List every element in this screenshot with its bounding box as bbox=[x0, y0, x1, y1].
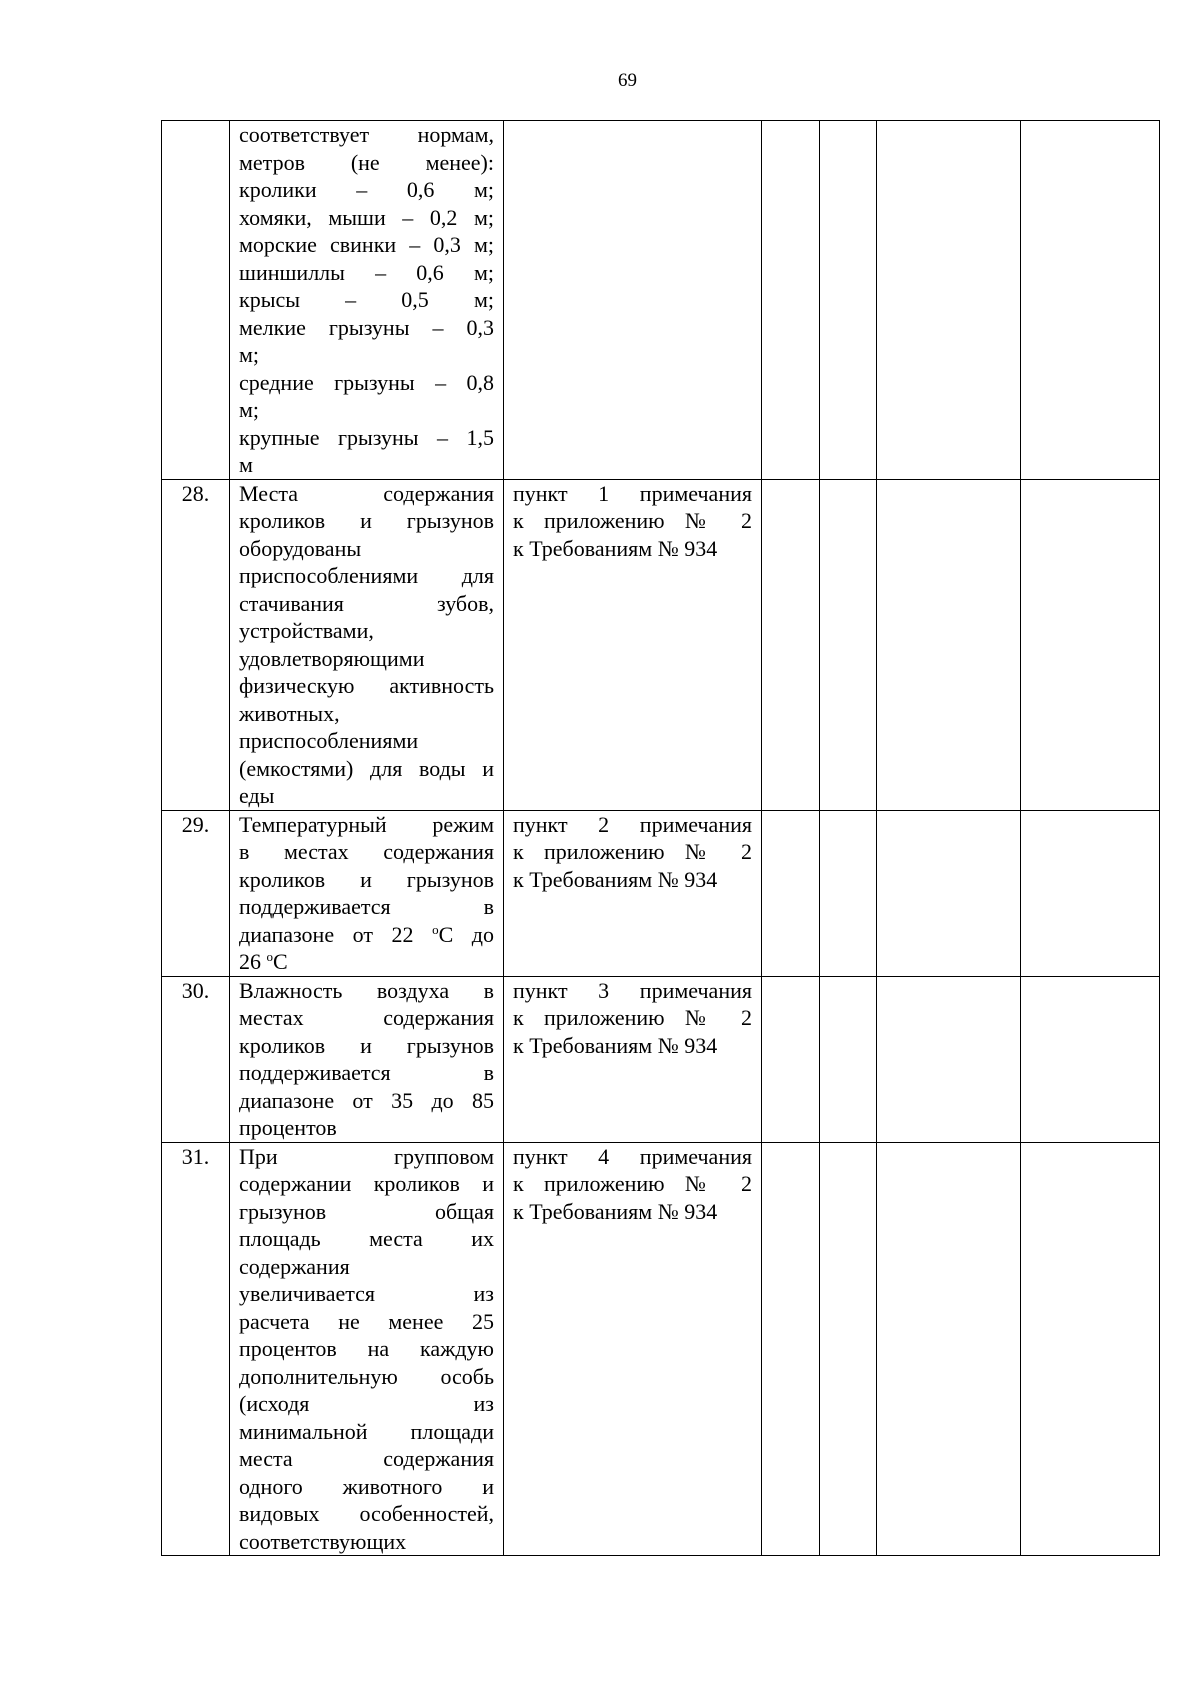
requirement-line: кроликов и грызунов bbox=[239, 866, 494, 892]
reference-cell bbox=[504, 121, 762, 480]
requirement-line: Влажность воздуха в bbox=[239, 977, 494, 1003]
empty-cell bbox=[762, 976, 820, 1142]
reference-line: к приложению № 2 bbox=[513, 1005, 752, 1030]
reference-line: пункт 3 примечания bbox=[513, 977, 752, 1003]
requirement-line: процентов bbox=[239, 1115, 337, 1140]
empty-cell bbox=[820, 810, 877, 976]
requirement-line: удовлетворяющими bbox=[239, 645, 425, 671]
requirement-line: 26 $^о$С bbox=[239, 949, 288, 974]
empty-cell bbox=[762, 810, 820, 976]
requirement-line: метров (не менее): bbox=[239, 149, 494, 175]
requirement-line: площадь места их bbox=[239, 1226, 494, 1251]
requirement-line: соответствующих bbox=[239, 1528, 407, 1554]
requirement-cell bbox=[230, 479, 504, 810]
requirement-line: содержания bbox=[239, 1253, 350, 1279]
reference-line: к Требованиям № 934 bbox=[513, 1198, 718, 1224]
requirement-line: приспособлениями bbox=[239, 728, 419, 753]
requirement-cell bbox=[230, 1142, 504, 1556]
requirement-line: содержании кроликов и bbox=[239, 1171, 494, 1196]
empty-cell bbox=[1021, 121, 1160, 480]
empty-cell bbox=[877, 1142, 1021, 1556]
reference-line: к приложению № 2 bbox=[513, 508, 752, 533]
empty-cell bbox=[762, 121, 820, 480]
empty-cell bbox=[877, 121, 1021, 480]
requirement-line: средние грызуны – 0,8 bbox=[239, 369, 494, 395]
requirement-cell bbox=[230, 810, 504, 976]
empty-cell bbox=[1021, 810, 1160, 976]
requirement-line: м bbox=[239, 452, 253, 477]
requirement-line: диапазоне от 35 до 85 bbox=[239, 1087, 494, 1113]
empty-cell bbox=[877, 479, 1021, 810]
requirement-line: устройствами, bbox=[239, 618, 374, 643]
table-row bbox=[162, 810, 1160, 976]
checklist-table bbox=[161, 120, 1160, 1556]
reference-line: к Требованиям № 934 bbox=[513, 535, 718, 561]
requirement-cell bbox=[230, 976, 504, 1142]
requirement-line: грызунов общая bbox=[239, 1198, 494, 1224]
requirement-line: увеличивается из bbox=[239, 1281, 494, 1306]
requirement-line: хомяки, мыши – 0,2 м; bbox=[239, 204, 494, 230]
requirement-line: дополнительную особь bbox=[239, 1363, 494, 1389]
table-row bbox=[162, 1142, 1160, 1556]
requirement-line: Температурный режим bbox=[239, 811, 494, 837]
requirement-line: одного животного и bbox=[239, 1473, 494, 1499]
reference-line: к Требованиям № 934 bbox=[513, 1032, 718, 1058]
row-number-cell: 30. bbox=[162, 976, 230, 1142]
requirement-line: м; bbox=[239, 397, 260, 422]
empty-cell bbox=[762, 479, 820, 810]
row-number-cell: 29. bbox=[162, 810, 230, 976]
reference-line: к приложению № 2 bbox=[513, 839, 752, 864]
empty-cell bbox=[1021, 479, 1160, 810]
requirement-line: мелкие грызуны – 0,3 bbox=[239, 314, 494, 340]
reference-line: пункт 4 примечания bbox=[513, 1143, 752, 1169]
empty-cell bbox=[820, 479, 877, 810]
reference-cell bbox=[504, 1142, 762, 1556]
requirement-line: стачивания зубов, bbox=[239, 590, 494, 616]
requirement-line: диапазоне от 22 $^о$С до bbox=[239, 921, 494, 947]
requirement-line: шиншиллы – 0,6 м; bbox=[239, 259, 494, 285]
requirement-line: еды bbox=[239, 783, 275, 808]
table-row bbox=[162, 976, 1160, 1142]
requirement-line: кроликов и грызунов bbox=[239, 1032, 494, 1058]
requirement-cell bbox=[230, 121, 504, 480]
requirement-line: процентов на каждую bbox=[239, 1336, 494, 1361]
reference-line: к Требованиям № 934 bbox=[513, 866, 718, 892]
requirement-line: крысы – 0,5 м; bbox=[239, 287, 494, 312]
requirement-line: При групповом bbox=[239, 1143, 494, 1169]
requirement-line: (емкостями) для воды и bbox=[239, 755, 494, 781]
reference-line: пункт 1 примечания bbox=[513, 480, 752, 506]
requirement-line: минимальной площади bbox=[239, 1418, 494, 1444]
requirement-line: расчета не менее 25 bbox=[239, 1308, 494, 1334]
page-number: 69 bbox=[618, 70, 637, 91]
table-row bbox=[162, 121, 1160, 480]
reference-line: к приложению № 2 bbox=[513, 1171, 752, 1196]
requirement-line: (исходя из bbox=[239, 1391, 494, 1416]
requirement-line: местах содержания bbox=[239, 1005, 494, 1030]
requirement-line: кролики – 0,6 м; bbox=[239, 177, 494, 202]
requirement-line: поддерживается в bbox=[239, 894, 494, 919]
empty-cell bbox=[820, 1142, 877, 1556]
empty-cell bbox=[877, 976, 1021, 1142]
requirement-line: соответствует нормам, bbox=[239, 122, 494, 147]
reference-cell bbox=[504, 810, 762, 976]
empty-cell bbox=[762, 1142, 820, 1556]
requirement-line: поддерживается в bbox=[239, 1060, 494, 1085]
requirement-line: крупные грызуны – 1,5 bbox=[239, 424, 494, 450]
requirement-line: физическую активность bbox=[239, 673, 494, 698]
reference-line: пункт 2 примечания bbox=[513, 811, 752, 837]
table-row bbox=[162, 479, 1160, 810]
requirement-line: приспособлениями для bbox=[239, 563, 494, 588]
empty-cell bbox=[820, 121, 877, 480]
requirement-line: оборудованы bbox=[239, 535, 362, 561]
requirement-line: места содержания bbox=[239, 1446, 494, 1471]
requirement-line: видовых особенностей, bbox=[239, 1501, 494, 1526]
requirement-line: кроликов и грызунов bbox=[239, 508, 494, 533]
row-number-cell: 28. bbox=[162, 479, 230, 810]
reference-cell bbox=[504, 976, 762, 1142]
empty-cell bbox=[1021, 976, 1160, 1142]
empty-cell bbox=[1021, 1142, 1160, 1556]
requirement-line: в местах содержания bbox=[239, 839, 494, 864]
requirement-line: Места содержания bbox=[239, 480, 494, 506]
reference-cell bbox=[504, 479, 762, 810]
row-number-cell bbox=[162, 121, 230, 480]
empty-cell bbox=[820, 976, 877, 1142]
empty-cell bbox=[877, 810, 1021, 976]
requirement-line: морские свинки – 0,3 м; bbox=[239, 232, 494, 257]
requirement-line: животных, bbox=[239, 700, 340, 726]
requirement-line: м; bbox=[239, 342, 260, 367]
row-number-cell: 31. bbox=[162, 1142, 230, 1556]
